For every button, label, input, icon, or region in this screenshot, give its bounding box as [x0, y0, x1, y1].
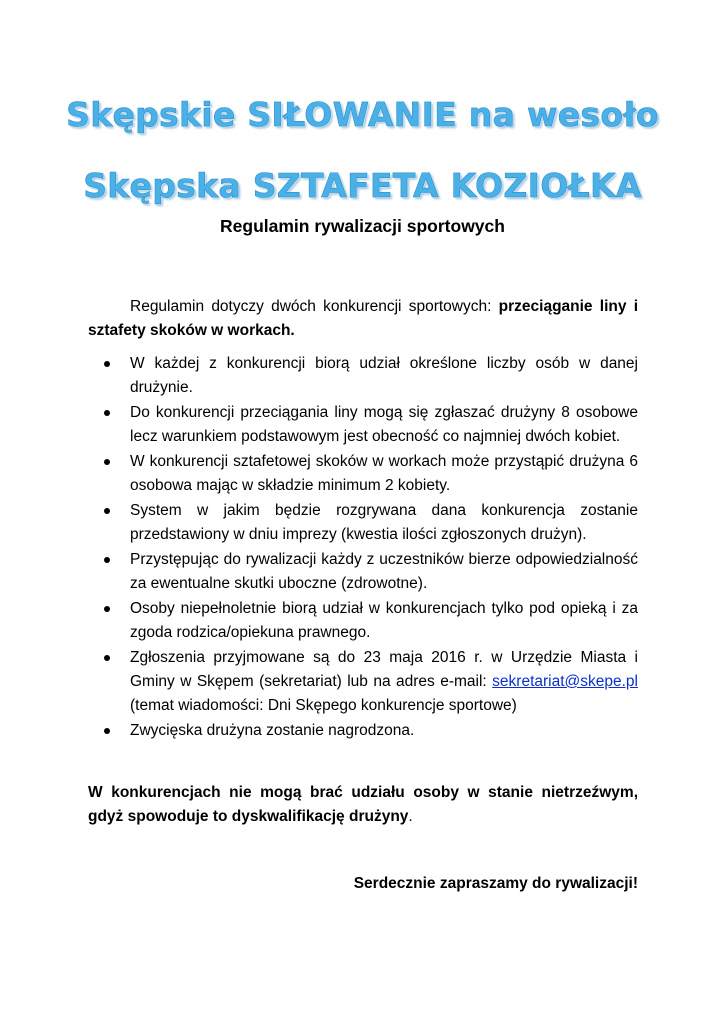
document-subtitle: Regulamin rywalizacji sportowych [220, 216, 505, 236]
warning-paragraph [88, 781, 638, 829]
registration-text: Zgłoszenia przyjmowane są do 23 maja 2016 r. w Urzędzie Miasta i Gminy w Skępem (sekretariat) lub na adres e-mail: [130, 649, 638, 690]
intro-text: Regulamin dotyczy dwóch konkurencji sportowych: [130, 298, 499, 315]
list-item: W konkurencji sztafetowej skoków w workach może przystąpić drużyna 6 osobowa mając w składzie minimum 2 kobiety. [90, 450, 638, 498]
title-line-1: Skępskie SIŁOWANIE na wesoło [66, 95, 659, 134]
intro-paragraph [88, 295, 638, 343]
warning-bold-text: W konkurencjach nie mogą brać udziału osoby w stanie nietrzeźwym, gdyż spowoduje to dyskwalifikację drużyny [88, 784, 638, 825]
email-link[interactable]: sekretariat@skepe.pl [492, 673, 638, 690]
registration-subject: (temat wiadomości: Dni Skępego konkurencje sportowe) [130, 697, 517, 714]
list-item: W każdej z konkurencji biorą udział określone liczby osób w danej drużynie. [90, 352, 638, 400]
list-item: Osoby niepełnoletnie biorą udział w konkurencjach tylko pod opieką i za zgoda rodzica/opiekuna prawnego. [90, 597, 638, 645]
warning-period: . [408, 808, 413, 825]
list-item: System w jakim będzie rozgrywana dana konkurencja zostanie przedstawiony w dniu imprezy (kwestia ilości zgłoszonych drużyn). [90, 499, 638, 547]
list-item: Przystępując do rywalizacji każdy z uczestników bierze odpowiedzialność za ewentualne skutki uboczne (zdrowotne). [90, 548, 638, 596]
list-item: Zwycięska drużyna zostanie nagrodzona. [90, 719, 638, 743]
title-line-2: Skępska SZTAFETA KOZIOŁKA [83, 166, 642, 205]
list-item-registration [90, 646, 638, 718]
closing-text: Serdecznie zapraszamy do rywalizacji! [353, 875, 638, 892]
intro-bold-text: przeciąganie liny i sztafety skoków w workach. [88, 298, 639, 339]
rules-list [90, 352, 638, 744]
list-item: Do konkurencji przeciągania liny mogą się zgłaszać drużyny 8 osobowe lecz warunkiem podstawowym jest obecność co najmniej dwóch kobiet. [90, 401, 638, 449]
